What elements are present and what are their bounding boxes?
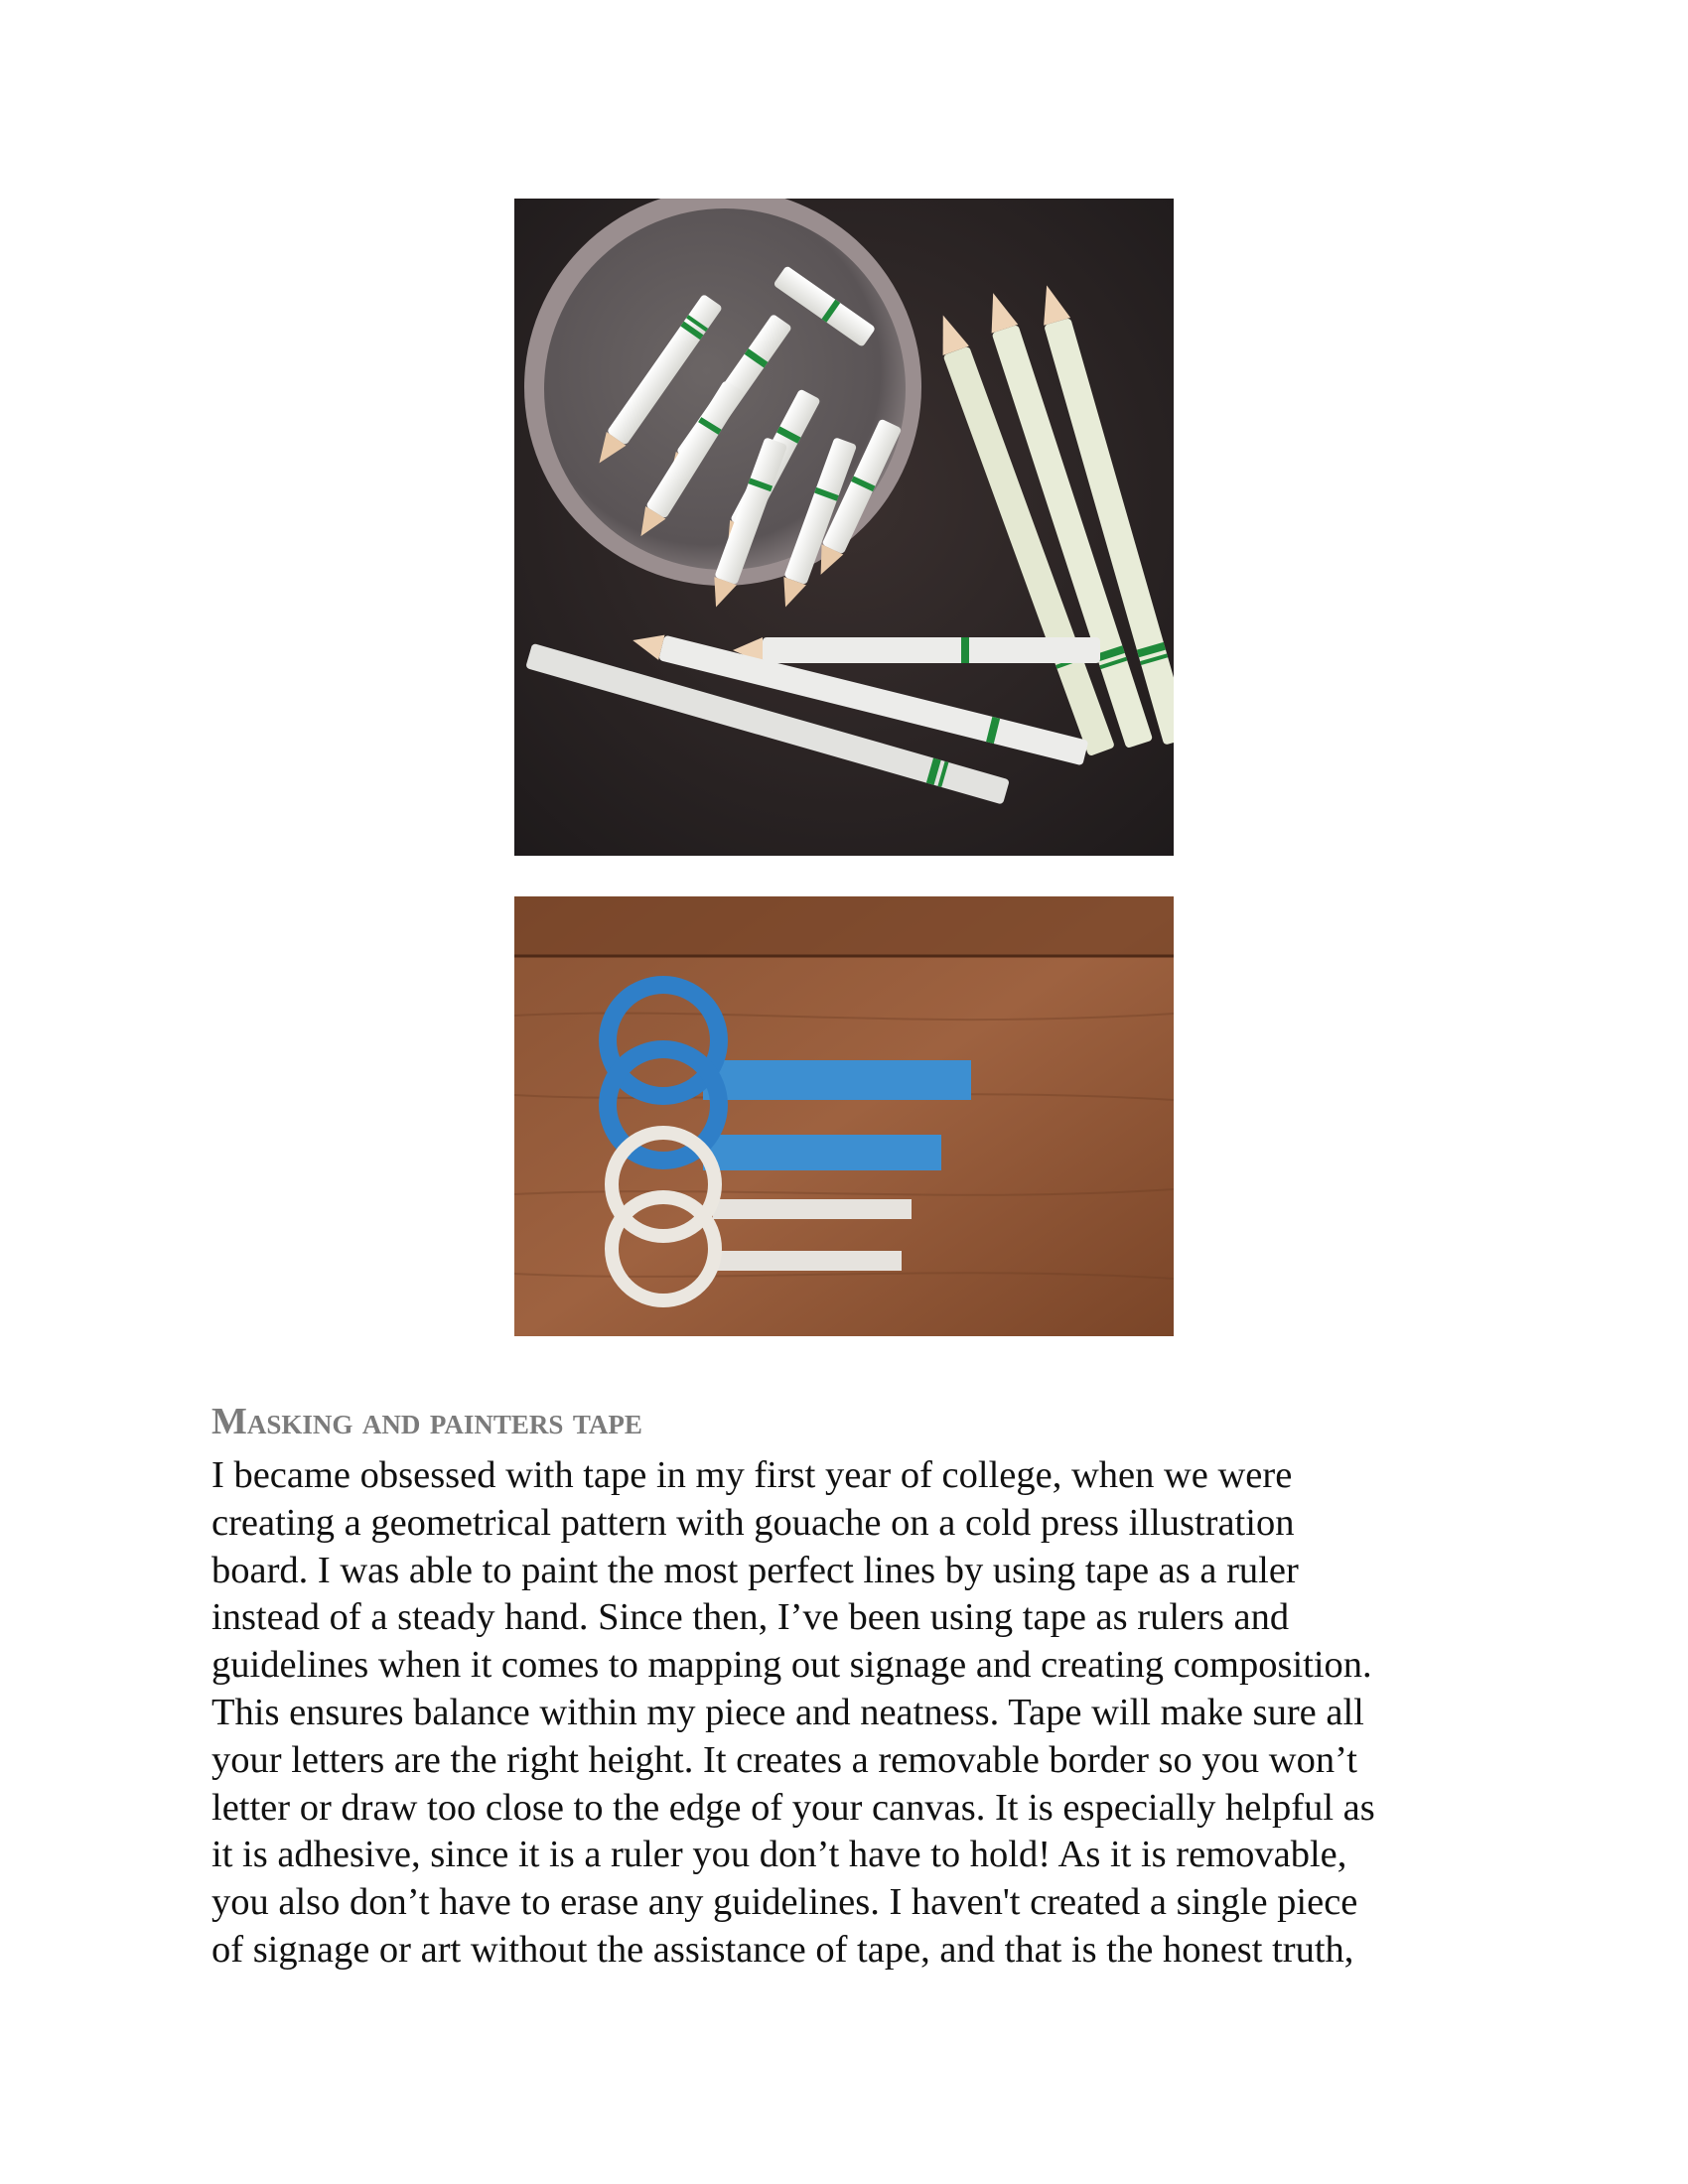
paragraph-line: your letters are the right height. It creates a removable border so you won’t <box>211 1738 1357 1781</box>
pencils-photo <box>514 199 1174 856</box>
tape-photo <box>514 896 1174 1336</box>
paragraph-line: it is adhesive, since it is a ruler you don’t have to hold! As it is removable, <box>211 1834 1347 1876</box>
paragraph-line: This ensures balance within my piece and neatness. Tape will make sure all <box>211 1691 1364 1733</box>
tape-photo-icon <box>514 896 1174 1336</box>
body-paragraph <box>211 1452 1502 1975</box>
pencils-photo-icon <box>514 199 1174 856</box>
paragraph-line: board. I was able to paint the most perfect lines by using tape as a ruler <box>211 1549 1299 1591</box>
paragraph-line: letter or draw too close to the edge of your canvas. It is especially helpful as <box>211 1786 1375 1829</box>
section-heading: Masking and painters tape <box>211 1401 642 1442</box>
paragraph-line: you also don’t have to erase any guidelines. I haven't created a single piece <box>211 1881 1358 1924</box>
paragraph-line: instead of a steady hand. Since then, I’ve been using tape as rulers and <box>211 1596 1290 1639</box>
paragraph-line: I became obsessed with tape in my first year of college, when we were <box>211 1454 1293 1496</box>
paragraph-line: creating a geometrical pattern with gouache on a cold press illustration <box>211 1501 1295 1544</box>
paragraph-line: guidelines when it comes to mapping out signage and creating composition. <box>211 1644 1372 1687</box>
paragraph-line: of signage or art without the assistance of tape, and that is the honest truth, <box>211 1928 1354 1971</box>
